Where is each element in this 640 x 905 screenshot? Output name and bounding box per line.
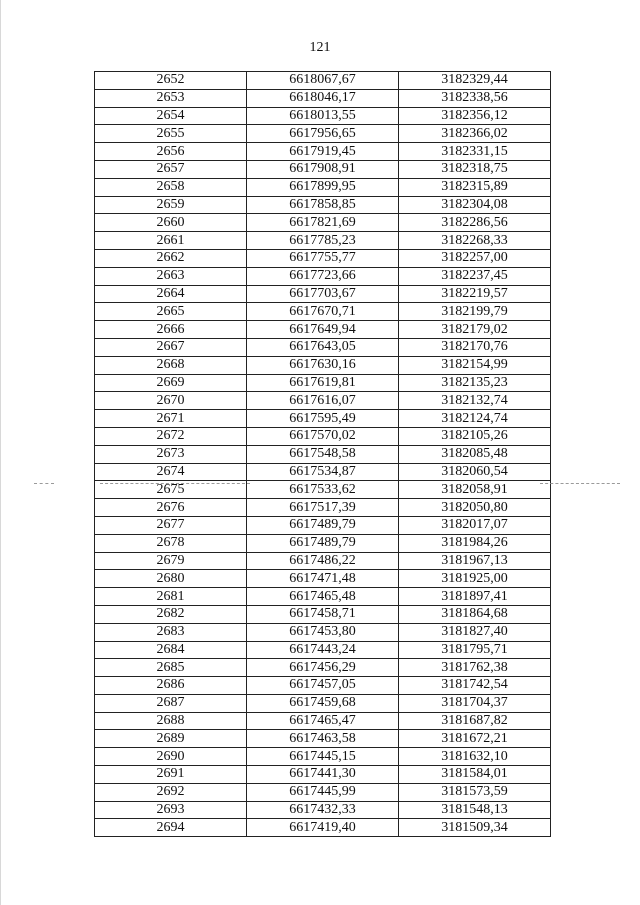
table-row: [95, 338, 551, 356]
point-number-cell: 2671: [95, 410, 247, 428]
x-coordinate-cell: 6617533,62: [247, 481, 399, 499]
table-row: [95, 89, 551, 107]
scan-fold-mark-left-1: [34, 483, 54, 485]
point-number-cell: 2691: [95, 766, 247, 784]
x-coordinate-cell: 6617432,33: [247, 801, 399, 819]
point-number-cell: 2653: [95, 89, 247, 107]
x-coordinate-cell: 6617465,47: [247, 712, 399, 730]
table-row: [95, 303, 551, 321]
x-coordinate-cell: 6617453,80: [247, 623, 399, 641]
point-number-cell: 2669: [95, 374, 247, 392]
point-number-cell: 2663: [95, 267, 247, 285]
y-coordinate-cell: 3182135,23: [399, 374, 551, 392]
coordinates-table-body: [95, 72, 551, 837]
y-coordinate-cell: 3182331,15: [399, 143, 551, 161]
table-row: [95, 623, 551, 641]
x-coordinate-cell: 6617616,07: [247, 392, 399, 410]
point-number-cell: 2667: [95, 338, 247, 356]
table-row: [95, 356, 551, 374]
y-coordinate-cell: 3182219,57: [399, 285, 551, 303]
y-coordinate-cell: 3181795,71: [399, 641, 551, 659]
y-coordinate-cell: 3182105,26: [399, 427, 551, 445]
table-row: [95, 677, 551, 695]
x-coordinate-cell: 6617670,71: [247, 303, 399, 321]
table-row: [95, 499, 551, 517]
y-coordinate-cell: 3181864,68: [399, 605, 551, 623]
point-number-cell: 2655: [95, 125, 247, 143]
y-coordinate-cell: 3182237,45: [399, 267, 551, 285]
x-coordinate-cell: 6617548,58: [247, 445, 399, 463]
table-row: [95, 410, 551, 428]
table-row: [95, 766, 551, 784]
x-coordinate-cell: 6617517,39: [247, 499, 399, 517]
point-number-cell: 2680: [95, 570, 247, 588]
table-row: [95, 748, 551, 766]
x-coordinate-cell: 6617723,66: [247, 267, 399, 285]
y-coordinate-cell: 3182338,56: [399, 89, 551, 107]
y-coordinate-cell: 3182154,99: [399, 356, 551, 374]
point-number-cell: 2688: [95, 712, 247, 730]
y-coordinate-cell: 3181742,54: [399, 677, 551, 695]
y-coordinate-cell: 3182017,07: [399, 516, 551, 534]
table-row: [95, 694, 551, 712]
table-row: [95, 72, 551, 90]
x-coordinate-cell: 6617489,79: [247, 516, 399, 534]
y-coordinate-cell: 3182170,76: [399, 338, 551, 356]
table-row: [95, 392, 551, 410]
point-number-cell: 2682: [95, 605, 247, 623]
point-number-cell: 2659: [95, 196, 247, 214]
x-coordinate-cell: 6617755,77: [247, 249, 399, 267]
y-coordinate-cell: 3182366,02: [399, 125, 551, 143]
point-number-cell: 2661: [95, 232, 247, 250]
point-number-cell: 2658: [95, 178, 247, 196]
table-row: [95, 712, 551, 730]
y-coordinate-cell: 3182060,54: [399, 463, 551, 481]
point-number-cell: 2664: [95, 285, 247, 303]
y-coordinate-cell: 3181704,37: [399, 694, 551, 712]
y-coordinate-cell: 3181687,82: [399, 712, 551, 730]
point-number-cell: 2689: [95, 730, 247, 748]
scan-fold-mark-left-2: [100, 483, 250, 485]
y-coordinate-cell: 3182318,75: [399, 160, 551, 178]
table-row: [95, 819, 551, 837]
table-row: [95, 534, 551, 552]
table-row: [95, 321, 551, 339]
y-coordinate-cell: 3182179,02: [399, 321, 551, 339]
x-coordinate-cell: 6617463,58: [247, 730, 399, 748]
x-coordinate-cell: 6617785,23: [247, 232, 399, 250]
table-row: [95, 107, 551, 125]
y-coordinate-cell: 3181925,00: [399, 570, 551, 588]
y-coordinate-cell: 3182268,33: [399, 232, 551, 250]
point-number-cell: 2654: [95, 107, 247, 125]
y-coordinate-cell: 3182050,80: [399, 499, 551, 517]
x-coordinate-cell: 6617619,81: [247, 374, 399, 392]
x-coordinate-cell: 6617630,16: [247, 356, 399, 374]
table-row: [95, 730, 551, 748]
y-coordinate-cell: 3181548,13: [399, 801, 551, 819]
point-number-cell: 2656: [95, 143, 247, 161]
table-row: [95, 659, 551, 677]
point-number-cell: 2676: [95, 499, 247, 517]
point-number-cell: 2685: [95, 659, 247, 677]
y-coordinate-cell: 3181827,40: [399, 623, 551, 641]
x-coordinate-cell: 6618067,67: [247, 72, 399, 90]
table-row: [95, 783, 551, 801]
y-coordinate-cell: 3181573,59: [399, 783, 551, 801]
table-row: [95, 588, 551, 606]
y-coordinate-cell: 3182286,56: [399, 214, 551, 232]
table-row: [95, 249, 551, 267]
table-row: [95, 570, 551, 588]
table-row: [95, 516, 551, 534]
table-row: [95, 605, 551, 623]
y-coordinate-cell: 3182257,00: [399, 249, 551, 267]
point-number-cell: 2668: [95, 356, 247, 374]
y-coordinate-cell: 3181762,38: [399, 659, 551, 677]
point-number-cell: 2690: [95, 748, 247, 766]
coordinates-table: [94, 71, 551, 837]
x-coordinate-cell: 6617489,79: [247, 534, 399, 552]
y-coordinate-cell: 3182132,74: [399, 392, 551, 410]
y-coordinate-cell: 3182124,74: [399, 410, 551, 428]
x-coordinate-cell: 6617649,94: [247, 321, 399, 339]
table-row: [95, 125, 551, 143]
x-coordinate-cell: 6617821,69: [247, 214, 399, 232]
y-coordinate-cell: 3181967,13: [399, 552, 551, 570]
x-coordinate-cell: 6617445,99: [247, 783, 399, 801]
x-coordinate-cell: 6617956,65: [247, 125, 399, 143]
point-number-cell: 2670: [95, 392, 247, 410]
table-row: [95, 801, 551, 819]
table-row: [95, 641, 551, 659]
y-coordinate-cell: 3181632,10: [399, 748, 551, 766]
point-number-cell: 2684: [95, 641, 247, 659]
x-coordinate-cell: 6617456,29: [247, 659, 399, 677]
table-row: [95, 178, 551, 196]
y-coordinate-cell: 3181584,01: [399, 766, 551, 784]
y-coordinate-cell: 3182058,91: [399, 481, 551, 499]
x-coordinate-cell: 6617703,67: [247, 285, 399, 303]
page-edge-shadow: [0, 0, 1, 905]
point-number-cell: 2693: [95, 801, 247, 819]
table-row: [95, 445, 551, 463]
point-number-cell: 2681: [95, 588, 247, 606]
point-number-cell: 2660: [95, 214, 247, 232]
y-coordinate-cell: 3182085,48: [399, 445, 551, 463]
table-row: [95, 285, 551, 303]
point-number-cell: 2652: [95, 72, 247, 90]
point-number-cell: 2665: [95, 303, 247, 321]
point-number-cell: 2662: [95, 249, 247, 267]
point-number-cell: 2677: [95, 516, 247, 534]
x-coordinate-cell: 6618013,55: [247, 107, 399, 125]
x-coordinate-cell: 6617457,05: [247, 677, 399, 695]
x-coordinate-cell: 6617908,91: [247, 160, 399, 178]
x-coordinate-cell: 6617858,85: [247, 196, 399, 214]
x-coordinate-cell: 6617486,22: [247, 552, 399, 570]
table-row: [95, 267, 551, 285]
y-coordinate-cell: 3182304,08: [399, 196, 551, 214]
table-row: [95, 463, 551, 481]
page-number: 121: [309, 40, 331, 55]
x-coordinate-cell: 6617919,45: [247, 143, 399, 161]
point-number-cell: 2679: [95, 552, 247, 570]
y-coordinate-cell: 3181672,21: [399, 730, 551, 748]
point-number-cell: 2674: [95, 463, 247, 481]
point-number-cell: 2678: [95, 534, 247, 552]
y-coordinate-cell: 3182329,44: [399, 72, 551, 90]
table-row: [95, 552, 551, 570]
y-coordinate-cell: 3181509,34: [399, 819, 551, 837]
y-coordinate-cell: 3182315,89: [399, 178, 551, 196]
table-row: [95, 196, 551, 214]
x-coordinate-cell: 6617459,68: [247, 694, 399, 712]
y-coordinate-cell: 3182356,12: [399, 107, 551, 125]
x-coordinate-cell: 6617899,95: [247, 178, 399, 196]
point-number-cell: 2675: [95, 481, 247, 499]
x-coordinate-cell: 6617458,71: [247, 605, 399, 623]
table-row: [95, 214, 551, 232]
table-row: [95, 374, 551, 392]
point-number-cell: 2673: [95, 445, 247, 463]
x-coordinate-cell: 6617570,02: [247, 427, 399, 445]
point-number-cell: 2672: [95, 427, 247, 445]
x-coordinate-cell: 6617643,05: [247, 338, 399, 356]
table-row: [95, 143, 551, 161]
x-coordinate-cell: 6617419,40: [247, 819, 399, 837]
y-coordinate-cell: 3181897,41: [399, 588, 551, 606]
x-coordinate-cell: 6617465,48: [247, 588, 399, 606]
y-coordinate-cell: 3181984,26: [399, 534, 551, 552]
table-row: [95, 232, 551, 250]
x-coordinate-cell: 6618046,17: [247, 89, 399, 107]
y-coordinate-cell: 3182199,79: [399, 303, 551, 321]
point-number-cell: 2692: [95, 783, 247, 801]
x-coordinate-cell: 6617534,87: [247, 463, 399, 481]
x-coordinate-cell: 6617595,49: [247, 410, 399, 428]
point-number-cell: 2687: [95, 694, 247, 712]
point-number-cell: 2666: [95, 321, 247, 339]
point-number-cell: 2683: [95, 623, 247, 641]
point-number-cell: 2686: [95, 677, 247, 695]
x-coordinate-cell: 6617441,30: [247, 766, 399, 784]
point-number-cell: 2657: [95, 160, 247, 178]
scan-fold-mark-right: [540, 483, 620, 485]
point-number-cell: 2694: [95, 819, 247, 837]
x-coordinate-cell: 6617443,24: [247, 641, 399, 659]
table-row: [95, 427, 551, 445]
table-row: [95, 160, 551, 178]
x-coordinate-cell: 6617471,48: [247, 570, 399, 588]
x-coordinate-cell: 6617445,15: [247, 748, 399, 766]
